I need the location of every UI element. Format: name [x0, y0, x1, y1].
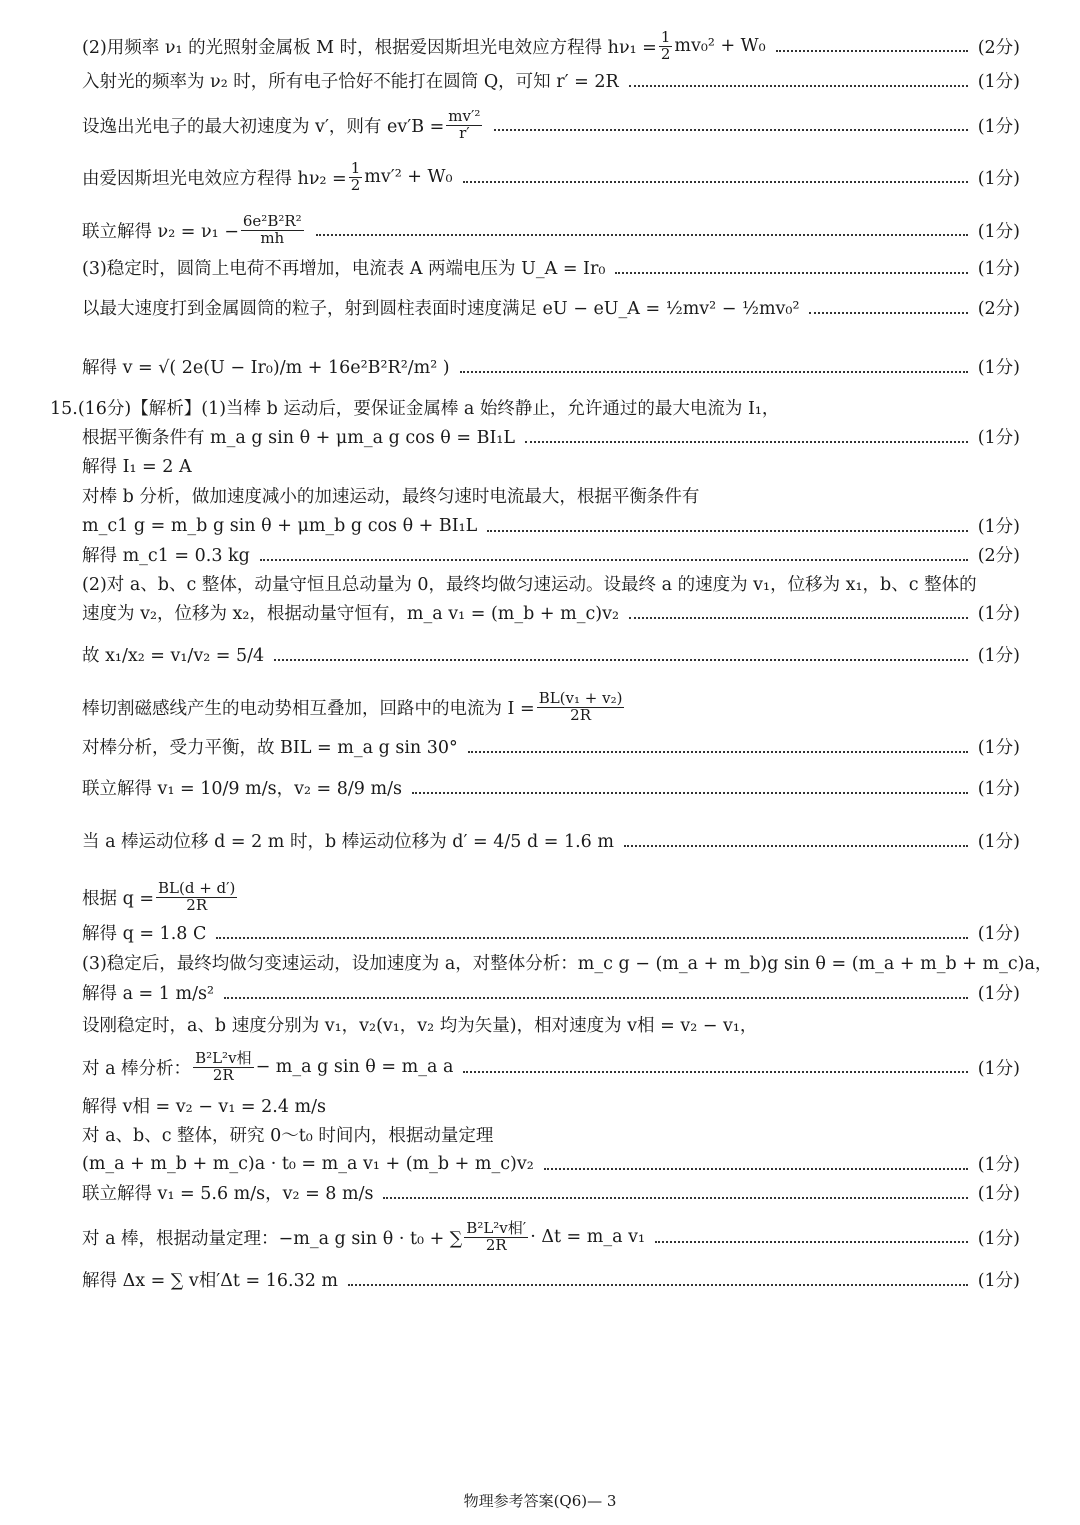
answer-line — [82, 542, 1020, 567]
score-label: (1分) — [977, 1184, 1020, 1204]
answer-line — [82, 1012, 1020, 1037]
fraction-denominator: 2R — [212, 1065, 234, 1084]
line-text: 根据平衡条件有 m_a g sin θ + μm_a g cos θ = BI₁L — [82, 428, 515, 448]
line-text: 以最大速度打到金属圆筒的粒子，射到圆柱表面时速度满足 eU − eU_A = ½mv² − ½mv₀² — [82, 299, 800, 319]
answer-line — [82, 600, 1020, 625]
line-text: 对棒分析，受力平衡，故 BIL = m_a g sin 30° — [82, 738, 458, 758]
score-label: (1分) — [977, 924, 1020, 944]
line-text: 设逸出光电子的最大初速度为 v′，则有 ev′B = — [82, 116, 445, 137]
leader-dots — [383, 1197, 967, 1199]
score-label: (2分) — [977, 546, 1020, 566]
line-text: 解得 I₁ = 2 A — [82, 457, 192, 477]
answer-line — [82, 161, 1020, 194]
leader-dots — [216, 937, 967, 939]
answer-line — [82, 255, 1020, 280]
leader-dots — [544, 1168, 968, 1170]
answer-line — [82, 30, 1020, 63]
leader-dots — [655, 1241, 968, 1243]
answer-line — [82, 1093, 1020, 1118]
leader-dots — [463, 1071, 967, 1073]
leader-dots — [468, 751, 968, 753]
fraction-numerator: BL(d + d′) — [158, 879, 236, 897]
line-text-cont: mv₀² + W₀ — [674, 36, 766, 57]
answer-line — [82, 453, 1020, 478]
line-text: 15.(16分)【解析】(1)当棒 b 运动后，要保证金属棒 a 始终静止，允许通过的最大电流为 I₁， — [50, 399, 780, 419]
fraction-denominator: 2R — [570, 705, 592, 724]
score-label: (1分) — [977, 646, 1020, 666]
fraction — [156, 881, 237, 914]
score-label: (1分) — [977, 259, 1020, 279]
fraction — [464, 1221, 528, 1254]
answer-line — [50, 395, 1020, 420]
line-text: 解得 q = 1.8 C — [82, 924, 207, 944]
score-label: (1分) — [977, 358, 1020, 378]
answer-line — [82, 980, 1020, 1005]
fraction — [537, 691, 625, 724]
answer-line — [82, 1122, 1020, 1147]
fraction — [349, 161, 363, 194]
leader-dots — [629, 617, 968, 619]
line-text: 解得 Δx = ∑ v相′Δt = 16.32 m — [82, 1271, 338, 1291]
line-text: (2)用频率 ν₁ 的光照射金属板 M 时，根据爱因斯坦光电效应方程得 hν₁ = — [82, 37, 657, 58]
line-text: (2)对 a、b、c 整体，动量守恒且总动量为 0，最终均做匀速运动。设最终 a 的速度为 v₁，位移为 x₁，b、c 整体的 — [82, 575, 977, 595]
score-label: (1分) — [977, 428, 1020, 448]
score-label: (1分) — [977, 1271, 1020, 1291]
fraction-numerator: B²L²v相 — [195, 1049, 252, 1067]
line-text: 解得 m_c1 = 0.3 kg — [82, 546, 250, 566]
fraction — [193, 1051, 254, 1084]
fraction-denominator: 2R — [485, 1235, 507, 1254]
score-label: (1分) — [977, 984, 1020, 1004]
line-text: (3)稳定后，最终均做匀变速运动，设加速度为 a，对整体分析：m_c g − (m_a + m_b)g sin θ = (m_a + m_b + m_c)a， — [82, 954, 1053, 974]
leader-dots — [224, 997, 968, 999]
fraction-denominator: r′ — [459, 123, 470, 142]
leader-dots — [412, 792, 968, 794]
answer-line — [82, 571, 1020, 596]
fraction-numerator: BL(v₁ + v₂) — [538, 689, 623, 707]
score-label: (1分) — [977, 72, 1020, 92]
answer-line — [82, 734, 1020, 759]
answer-line — [82, 1180, 1020, 1205]
line-text-cont: − m_a g sin θ = m_a a — [255, 1057, 454, 1078]
line-text: 由爱因斯坦光电效应方程得 hν₂ = — [82, 168, 347, 189]
score-label: (1分) — [977, 738, 1020, 758]
leader-dots — [615, 272, 967, 274]
score-label: (1分) — [977, 1228, 1020, 1249]
answer-line — [82, 109, 1020, 142]
answer-line — [82, 881, 1020, 914]
fraction-numerator: 1 — [350, 159, 361, 177]
line-text: 联立解得 v₁ = 5.6 m/s，v₂ = 8 m/s — [82, 1184, 374, 1204]
score-label: (1分) — [977, 832, 1020, 852]
answer-line — [82, 513, 1020, 538]
answer-line — [82, 691, 1020, 724]
line-text: 联立解得 ν₂ = ν₁ − — [82, 221, 239, 242]
fraction-numerator: 1 — [660, 28, 671, 46]
line-text: 对 a、b、c 整体，研究 0～t₀ 时间内，根据动量定理 — [82, 1126, 494, 1146]
answer-line — [82, 920, 1020, 945]
fraction-denominator: 2 — [660, 44, 671, 63]
leader-dots — [460, 371, 968, 373]
answer-line — [82, 1221, 1020, 1254]
answer-line — [82, 950, 1053, 975]
line-text: 故 x₁/x₂ = v₁/v₂ = 5/4 — [82, 646, 265, 666]
answer-line — [82, 1151, 1020, 1176]
fraction — [659, 30, 673, 63]
leader-dots — [624, 845, 968, 847]
leader-dots — [463, 181, 968, 183]
score-label: (1分) — [977, 604, 1020, 624]
leader-dots — [776, 50, 968, 52]
line-text: 联立解得 v₁ = 10/9 m/s，v₂ = 8/9 m/s — [82, 779, 402, 799]
line-text: 解得 v = √( 2e(U − Ir₀)/m + 16e²B²R²/m² ) — [82, 358, 450, 378]
fraction-numerator: 6e²B²R² — [242, 212, 302, 230]
leader-dots — [494, 129, 967, 131]
score-label: (1分) — [977, 116, 1020, 137]
answer-line — [82, 1051, 1020, 1084]
answer-line — [82, 295, 1020, 320]
line-text: 入射光的频率为 ν₂ 时，所有电子恰好不能打在圆筒 Q，可知 r′ = 2R — [82, 72, 619, 92]
line-text: 设刚稳定时，a、b 速度分别为 v₁，v₂(v₁，v₂ 均为矢量)，相对速度为 v相 = v₂ − v₁， — [82, 1016, 758, 1036]
leader-dots — [260, 559, 968, 561]
answer-line — [82, 354, 1020, 379]
score-label: (1分) — [977, 779, 1020, 799]
score-label: (1分) — [977, 168, 1020, 189]
page-footer: 物理参考答案(Q6)— 3 — [463, 1492, 617, 1510]
leader-dots — [487, 530, 967, 532]
fraction — [241, 214, 304, 247]
line-text: 解得 a = 1 m/s² — [82, 984, 214, 1004]
score-label: (2分) — [977, 299, 1020, 319]
leader-dots — [629, 85, 968, 87]
fraction-numerator: B²L²v相′ — [466, 1219, 527, 1237]
line-text-cont: · Δt = m_a v₁ — [530, 1227, 646, 1248]
fraction-numerator: mv′² — [448, 107, 481, 125]
line-text: 棒切割磁感线产生的电动势相互叠加，回路中的电流为 I = — [82, 698, 535, 719]
line-text-cont: mv′² + W₀ — [364, 167, 453, 188]
fraction-denominator: mh — [260, 228, 285, 247]
line-text: 当 a 棒运动位移 d = 2 m 时，b 棒运动位移为 d′ = 4/5 d = 1.6 m — [82, 832, 614, 852]
fraction-denominator: 2 — [350, 175, 361, 194]
answer-line — [82, 424, 1020, 449]
answer-line — [82, 775, 1020, 800]
score-label: (1分) — [977, 1058, 1020, 1079]
fraction-denominator: 2R — [186, 895, 208, 914]
answer-line — [82, 214, 1020, 247]
leader-dots — [525, 441, 968, 443]
answer-line — [82, 483, 1020, 508]
line-text: 对 a 棒，根据动量定理：−m_a g sin θ · t₀ + ∑ — [82, 1228, 463, 1249]
answer-line — [82, 642, 1020, 667]
answer-line — [82, 68, 1020, 93]
leader-dots — [348, 1284, 968, 1286]
line-text: 解得 v相 = v₂ − v₁ = 2.4 m/s — [82, 1097, 326, 1117]
score-label: (1分) — [977, 1155, 1020, 1175]
leader-dots — [316, 234, 968, 236]
score-label: (2分) — [977, 37, 1020, 58]
line-text: (m_a + m_b + m_c)a · t₀ = m_a v₁ + (m_b + m_c)v₂ — [82, 1153, 534, 1174]
answer-line — [82, 828, 1020, 853]
line-text: 对 a 棒分析： — [82, 1058, 192, 1079]
line-text: 对棒 b 分析，做加速度减小的加速运动，最终匀速时电流最大，根据平衡条件有 — [82, 487, 700, 507]
line-text: 根据 q = — [82, 888, 154, 909]
line-text: 速度为 v₂，位移为 x₂，根据动量守恒有，m_a v₁ = (m_b + m_c)v₂ — [82, 604, 619, 624]
line-text: m_c1 g = m_b g sin θ + μm_b g cos θ + BI₁L — [82, 515, 478, 536]
score-label: (1分) — [977, 517, 1020, 537]
leader-dots — [809, 312, 967, 314]
answer-line — [82, 1267, 1020, 1292]
line-text: (3)稳定时，圆筒上电荷不再增加，电流表 A 两端电压为 U_A = Ir₀ — [82, 259, 606, 279]
leader-dots — [274, 659, 968, 661]
score-label: (1分) — [977, 221, 1020, 242]
fraction — [446, 109, 482, 142]
